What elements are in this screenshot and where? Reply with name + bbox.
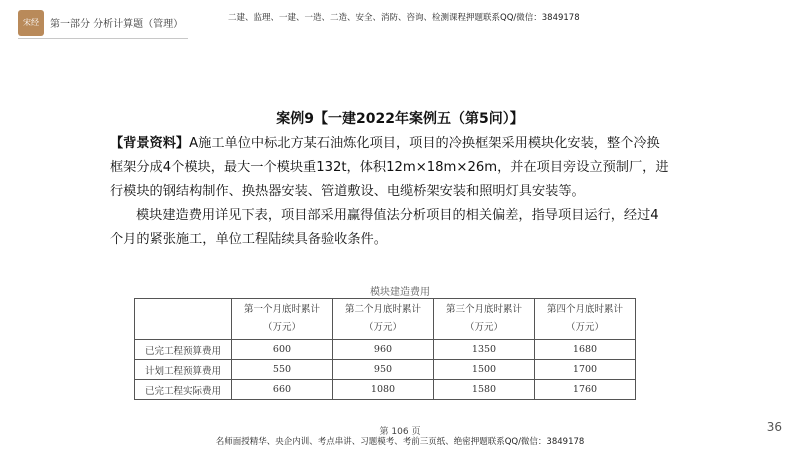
table-header-row (135, 299, 636, 340)
row-label: 计划工程预算费用 (135, 360, 232, 380)
table-cell: 1350 (434, 340, 535, 360)
table-cell: 1700 (535, 360, 636, 380)
section-title: 第一部分 分析计算题（管理） (50, 19, 184, 30)
slide-number: 36 (766, 420, 782, 434)
schedule-paragraph: 模块建造费用详见下表，项目部采用赢得值法分析项目的相关偏差，指导项目运行，经过4个月的紧张施工，单位工程陆续具备验收条件。 (110, 208, 659, 247)
table-cell: 600 (232, 340, 333, 360)
table-cell: 950 (333, 360, 434, 380)
logo: 宋经 (18, 10, 44, 36)
footer-promo: 名师面授精华、央企内训、考点串讲、习题模考、考前三页纸、绝密押题联系QQ/微信：3849178 (215, 437, 585, 447)
background-label: 【背景资料】 (110, 136, 190, 151)
page-number: 第 106 页 (379, 427, 421, 437)
table-cell: 660 (232, 380, 333, 400)
header-divider (18, 38, 188, 39)
table-row (135, 380, 636, 400)
background-paragraph (110, 132, 670, 204)
row-label: 已完工程预算费用 (135, 340, 232, 360)
table-cell: 550 (232, 360, 333, 380)
cost-table (134, 298, 636, 400)
table-cell: 960 (333, 340, 434, 360)
header-month-1: 第一个月底时累计 （万元） (232, 299, 333, 340)
table-cell: 1080 (333, 380, 434, 400)
background-text: A施工单位中标北方某石油炼化项目，项目的冷换框架采用模块化安装，整个冷换框架分成4个模块，最大一个模块重132t，体积12m×18m×26m，并在项目旁设立预制厂，进行模块的钢结构制作、换热器安装、管道敷设、电缆桥架安装和照明灯具安装等。 (110, 136, 669, 199)
row-label: 已完工程实际费用 (135, 380, 232, 400)
header-month-2: 第二个月底时累计 （万元） (333, 299, 434, 340)
table-cell: 1760 (535, 380, 636, 400)
table-cell: 1500 (434, 360, 535, 380)
header-promo: 二建、监理、一建、一造、二造、安全、消防、咨询、检测课程押题联系QQ/微信：3849178 (228, 13, 580, 23)
case-title: 案例9【一建2022年案例五（第5问）】 (276, 111, 524, 127)
table-caption: 模块建造费用 (370, 287, 430, 298)
case-body (110, 132, 670, 252)
table-corner-cell (135, 299, 232, 340)
header-month-3: 第三个月底时累计 （万元） (434, 299, 535, 340)
header-bar (0, 0, 800, 50)
table-row (135, 340, 636, 360)
table-cell: 1680 (535, 340, 636, 360)
header-month-4: 第四个月底时累计 （万元） (535, 299, 636, 340)
table-cell: 1580 (434, 380, 535, 400)
table-row (135, 360, 636, 380)
